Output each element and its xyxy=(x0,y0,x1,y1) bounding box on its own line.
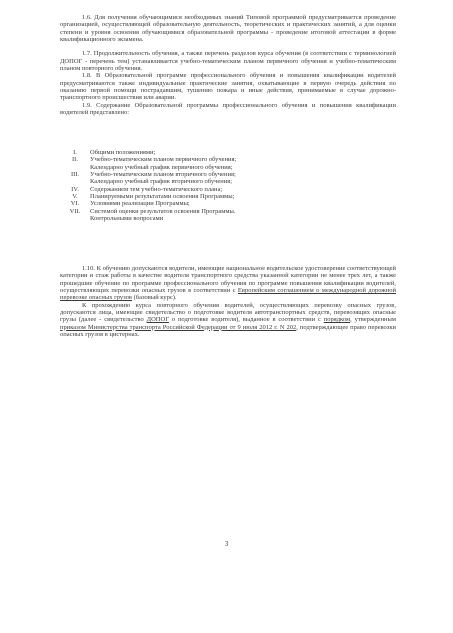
paragraph-1-7: 1.7. Продолжительность обучения, а также перечень разделов курса обучения (в соответствии с терминологией ДОПОГ - перечень тем) устанавливается учебно-тематическим планом первичного обучения и учебно-тематическим планом повторного обучения. xyxy=(60,50,396,73)
list-item-number: III. xyxy=(70,171,80,179)
paragraph-1-9: 1.9. Содержание Образовательной программы профессионального обучения и повышения квалификации водителей представлено: xyxy=(60,101,396,117)
paragraph-repeat-text-3: , утвержденным xyxy=(350,316,397,324)
ministry-order-link[interactable]: приказом Министерства транспорта Российской Федерации от 9 июля 2012 г. N 202 xyxy=(60,323,297,331)
list-item xyxy=(60,171,396,178)
list-item xyxy=(60,149,396,156)
list-item-text: Общими положениями; xyxy=(90,149,156,156)
paragraph-repeat-tail: , подтверждающее право перевозки опасных грузов в цистернах. xyxy=(60,323,396,339)
list-item xyxy=(60,215,396,222)
paragraph-repeat-training xyxy=(60,302,396,339)
procedure-link[interactable]: порядком xyxy=(323,316,351,324)
list-item-number: V. xyxy=(72,193,78,201)
list-item-text: Планируемыми результатами освоения Программы; xyxy=(90,193,235,201)
section-1-10 xyxy=(60,265,396,338)
list-item-text: Контрольными вопросами xyxy=(90,215,164,223)
paragraph-repeat-text-2: о подготовке водителя), выданное в соответствии с xyxy=(168,316,324,324)
list-item-text: Учебно-тематическим планом первичного обучения; xyxy=(90,156,237,164)
adr-agreement-link[interactable]: Европейским соглашением о международной дорожной перевозке опасных грузов xyxy=(60,287,396,302)
list-item xyxy=(60,164,396,171)
list-item-text: Календарно учебный график вторичного обучения; xyxy=(90,178,233,186)
list-item xyxy=(60,200,396,207)
paragraph-repeat-text: К прохождению курса повторного обучения водителей, осуществляющих перевозку опасных грузов, допускаются лица, имеющие свидетельство о подготовке водителя автотранспортных средств, перевозящих опасные грузы (далее - свидетельство xyxy=(60,301,396,324)
paragraph-1-10-text: 1.10. К обучению допускаются водители, имеющие национальное водительское удостоверение соответствующей категории и стаж работы в качестве водителя транспортного средства указанной категории не менее трех лет, а также прошедшие обучение по программе профессионального обучения по программе повышения квалификации водителей, осуществляющих перевозки опасных грузов в соответствии с xyxy=(60,265,396,295)
list-item-number: I. xyxy=(73,149,77,156)
list-item xyxy=(60,186,396,193)
paragraph-1-10-tail: (базовый курс). xyxy=(132,294,177,302)
paragraph-1-10 xyxy=(60,265,396,302)
list-item-number: IV. xyxy=(71,185,79,193)
list-item-text: Содержанием тем учебно-тематического плана; xyxy=(90,185,223,193)
program-contents-list xyxy=(60,149,396,222)
list-item xyxy=(60,193,396,200)
list-item-text: Календарно учебный график первичного обучения; xyxy=(90,163,233,171)
list-item-number: VII. xyxy=(69,207,81,215)
adr-link[interactable]: ДОПОГ xyxy=(146,316,169,324)
list-item xyxy=(60,208,396,215)
list-item-number: VI. xyxy=(70,200,80,208)
list-item-text: Системой оценки результатов освоения Программы. xyxy=(90,207,236,215)
list-item xyxy=(60,178,396,185)
list-item-text: Условиями реализации Программы; xyxy=(90,200,190,208)
list-item xyxy=(60,156,396,163)
paragraph-1-6: 1.6. Для получения обучающимися необходимых знаний Типовой программой предусматривается проведение организацией, осуществляющей образовательную деятельность, теоретических и практических занятий, а для оценки степени и уровня освоения обучающимися образовательной программы - проведение итоговой аттестации в форме квалификационного экзамена. xyxy=(60,14,396,44)
page-number: 3 xyxy=(224,540,229,548)
list-item-number: II. xyxy=(72,156,78,164)
list-item-text: Учебно-тематическим планом вторичного обучения; xyxy=(90,171,236,179)
section-1-6-7 xyxy=(60,14,396,116)
paragraph-1-8: 1.8. В Образовательной программе профессионального обучения и повышения квалификации водителей предусматриваются также индивидуальные практические занятия, охватывающие в первую очередь действия по оказанию первой помощи пострадавшим, тушению пожара и иные действия, принимаемые в случае дорожно-транспортного происшествия или аварии. xyxy=(60,72,396,102)
